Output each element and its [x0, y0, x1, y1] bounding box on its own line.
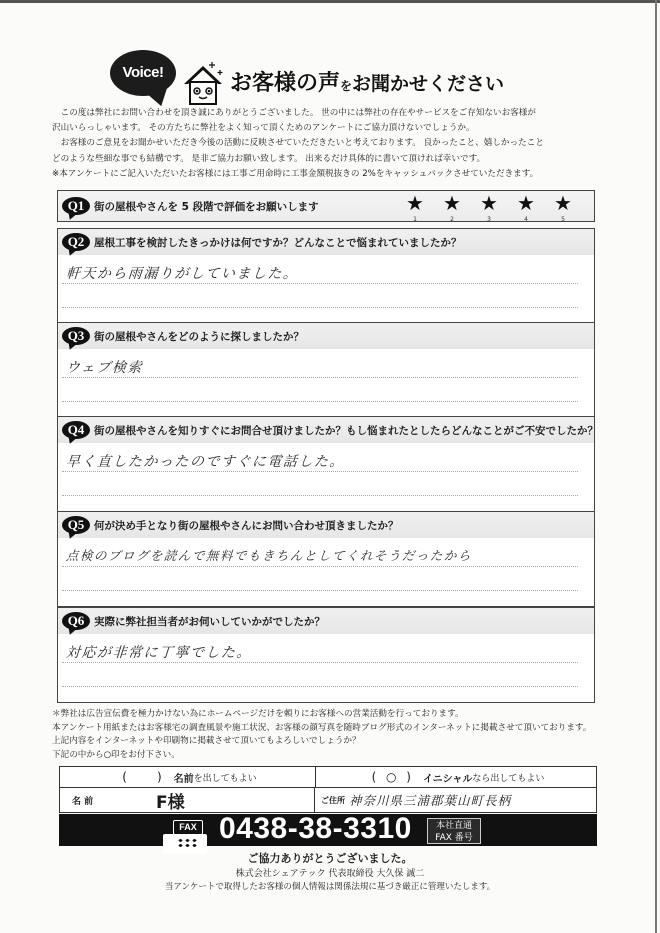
answer-area[interactable]	[58, 443, 594, 511]
answer-line	[62, 686, 578, 687]
question-text: 街の屋根やさんを 5 段階で評価をお願いします	[94, 200, 319, 213]
question-header	[58, 229, 594, 255]
option-initial-ok[interactable]: ( ○ ) イニシャル なら出してもよい	[371, 770, 545, 785]
question-header	[58, 608, 594, 634]
question-text: 屋根工事を検討したきっかけは何ですか？どんなことで悩まれていましたか？	[94, 236, 462, 249]
fax-machine-icon: FAX	[169, 820, 205, 852]
handwritten-answer: 早く直したかったのですぐに電話した。	[65, 454, 346, 470]
handwritten-answer: 点検のブログを読んで無料でもきちんとしてくれそうだったから	[65, 548, 473, 563]
consent-table	[59, 766, 597, 813]
star-icon[interactable]: ★ 5	[554, 191, 572, 223]
question-q3	[57, 322, 595, 418]
address-label: ご住所	[321, 795, 345, 805]
question-q2	[57, 228, 595, 324]
answer-area[interactable]	[58, 538, 594, 606]
fax-banner	[59, 814, 597, 846]
fax-tag: 本社直通 FAX 番号	[427, 818, 481, 844]
question-q5	[57, 511, 595, 607]
answer-line	[62, 495, 578, 496]
address-field[interactable]: 神奈川県三浦郡葉山町長柄	[349, 793, 512, 808]
name-address-row	[60, 788, 596, 812]
answer-area[interactable]	[58, 349, 594, 417]
handwritten-answer: ウェブ検索	[65, 360, 144, 376]
star-rating[interactable]	[406, 191, 572, 223]
star-icon[interactable]: ★ 3	[480, 191, 498, 223]
page-title: お客様の声をお聞かせください	[230, 71, 505, 96]
question-text: 何が決め手となり街の屋根やさんにお問い合わせ頂きましたか？	[94, 519, 399, 532]
page-edge	[0, 0, 660, 3]
question-header	[58, 417, 598, 443]
answer-line	[62, 307, 578, 308]
question-text: 街の屋根やさんをどのように探しましたか？	[94, 330, 304, 343]
page-edge	[655, 0, 657, 933]
name-label: 名 前	[72, 796, 94, 807]
question-q6	[57, 607, 595, 703]
question-q4	[57, 416, 598, 512]
question-text: 街の屋根やさんを知りすぐにお問合せ頂けましたか？もし悩まれたとしたらどんなことがご不安でしたか？	[94, 424, 598, 437]
option-mark-circled[interactable]: ○	[386, 770, 397, 784]
star-icon[interactable]: ★ 4	[517, 191, 535, 223]
answer-area[interactable]	[58, 634, 594, 702]
question-q1	[57, 190, 595, 222]
privacy-notice: 当アンケートで取得したお客様の個人情報は関係法規に基づき厳正に管理いたします。	[164, 882, 496, 892]
star-icon[interactable]: ★ 2	[443, 191, 461, 223]
answer-line	[62, 662, 578, 663]
survey-header	[92, 44, 572, 108]
answer-line	[62, 283, 578, 284]
question-badge: Q5	[62, 516, 90, 534]
answer-line	[62, 566, 578, 567]
question-badge: Q6	[62, 612, 90, 630]
company-signature: 株式会社シェアテック 代表取締役 大久保 誠二	[235, 869, 425, 879]
house-mascot-icon	[180, 60, 226, 106]
question-header	[58, 191, 594, 221]
thanks-message: ご協力ありがとうございました。	[247, 852, 413, 865]
question-badge: Q2	[62, 233, 90, 251]
question-badge: Q4	[62, 421, 90, 439]
question-header	[58, 512, 594, 538]
answer-line	[62, 590, 578, 591]
star-icon[interactable]: ★ 1	[406, 191, 424, 223]
handwritten-answer: 軒天から雨漏りがしていました。	[65, 266, 299, 282]
fax-number: 0438-38-3310	[219, 812, 412, 845]
answer-line	[62, 377, 578, 378]
answer-area[interactable]	[58, 255, 594, 323]
option-name-ok[interactable]: ( ) 名前 を出してもよい	[60, 767, 316, 787]
intro-text: この度は弊社にお問い合わせを頂き誠にありがとうございました。 世の中には弊社の存在やサービスをご存知ないお客様が 沢山いらっしゃいます。 その方たちに弊社をよく知って頂くためのアンケートにご協力頂けないでしょうか。 お客様のご意見をお聞かせいただき今後の活動に反映させていただきたいと考えております。 良かったこと、嬉しかったこと どのような些細な事でも結構です。 是非ご協力お願い致します。 出来るだけ具体的に書いて頂ければ幸いです。 ※本アンケートにご記入いただいたお客様には工事ご用命時に工事金額税抜きの 2%をキャッシュバックさせていただきます。	[52, 108, 544, 179]
answer-line	[62, 471, 578, 472]
question-badge: Q3	[62, 327, 90, 345]
question-text: 実際に弊社担当者がお伺いしていかがでしたか？	[94, 615, 325, 628]
question-header	[58, 323, 594, 349]
name-field[interactable]: F様	[132, 788, 315, 812]
answer-line	[62, 401, 578, 402]
handwritten-answer: 対応が非常に丁寧でした。	[65, 645, 253, 661]
question-badge: Q1	[62, 197, 90, 215]
voice-badge: Voice!	[110, 50, 176, 96]
publication-notes: ＊弊社は広告宣伝費を極力かけない為にホームページだけを頼りにお客様への営業活動を行っております。 本アンケート用紙またはお客様宅の調査風景や施工状況、お客様の顔写真を随時ブログ形式のインターネットに掲載させて頂いております。 上記内容をインターネットや印刷物に掲載させて頂いてもよろしいでしょうか？ 下記の中から○印をお付下さい。	[52, 709, 592, 760]
consent-options-row	[60, 767, 596, 788]
